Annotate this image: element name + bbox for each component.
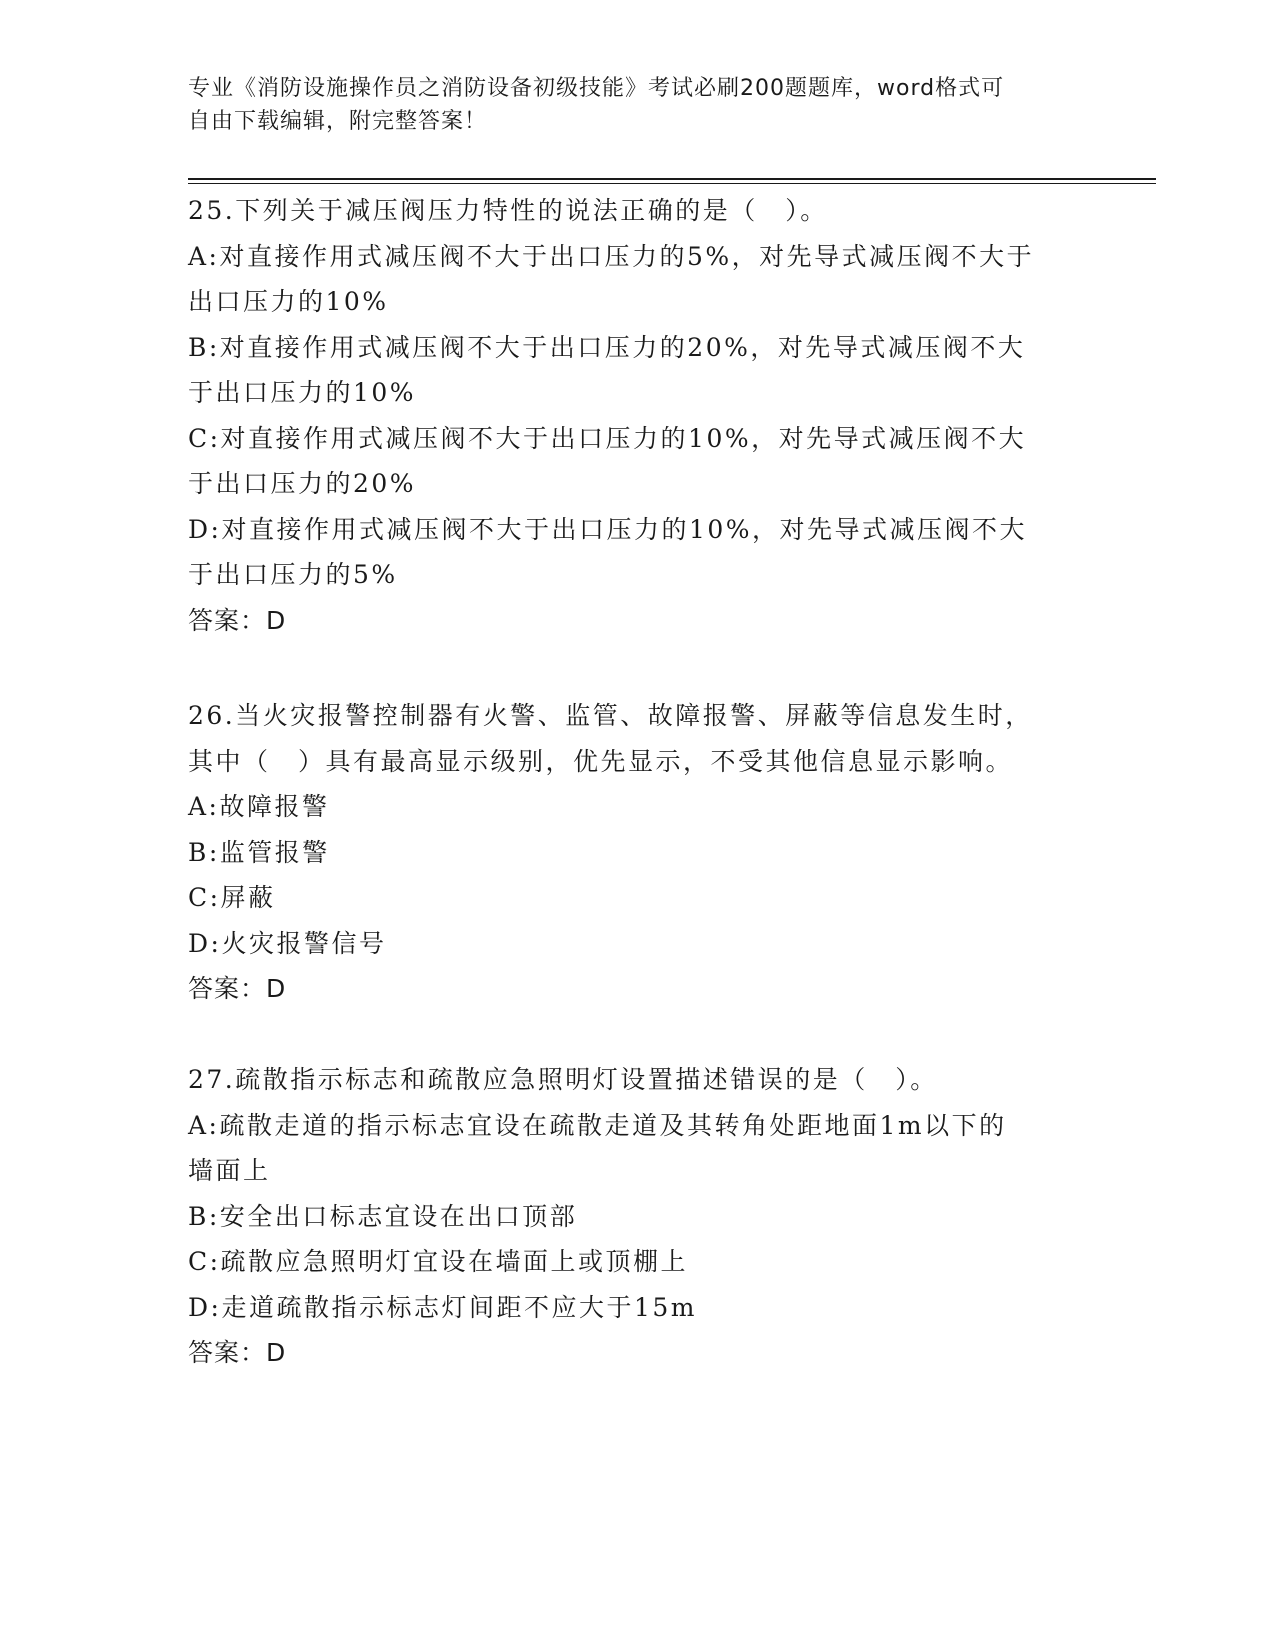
question-stem: 25.下列关于减压阀压力特性的说法正确的是（ ）。: [188, 196, 828, 225]
option-a: A:故障报警: [188, 792, 330, 821]
question-stem: 26.当火灾报警控制器有火警、监管、故障报警、屏蔽等信息发生时，: [188, 701, 1033, 730]
question-27: [188, 1057, 1088, 1376]
option-c: C:屏蔽: [188, 883, 276, 912]
option-a-continued: 出口压力的10%: [188, 287, 389, 316]
header-line: 自由下载编辑，附完整答案！: [188, 109, 488, 134]
question-26: [188, 693, 1088, 1012]
answer-value: D: [266, 605, 287, 635]
header-line: 专业《消防设施操作员之消防设备初级技能》考试必刷200题题库，word格式可: [188, 76, 1005, 101]
answer-label: 答案：: [188, 974, 267, 1003]
header-divider-thick: [188, 178, 1156, 180]
question-stem-continued: 其中（ ）具有最高显示级别，优先显示，不受其他信息显示影响。: [188, 746, 1014, 776]
option-a: A:对直接作用式减压阀不大于出口压力的5%，对先导式减压阀不大于: [188, 241, 1035, 271]
option-d: D:对直接作用式减压阀不大于出口压力的10%，对先导式减压阀不大: [188, 514, 1028, 544]
option-b-continued: 于出口压力的10%: [188, 378, 417, 407]
option-c: C:对直接作用式减压阀不大于出口压力的10%，对先导式减压阀不大: [188, 423, 1027, 453]
document-header: [188, 72, 1068, 138]
option-a: A:疏散走道的指示标志宜设在疏散走道及其转角处距地面1m以下的: [188, 1110, 1007, 1140]
answer-line: [188, 598, 1088, 644]
option-d: D:走道疏散指示标志灯间距不应大于15m: [188, 1292, 697, 1322]
option-d: D:火灾报警信号: [188, 928, 387, 958]
option-b: B:对直接作用式减压阀不大于出口压力的20%，对先导式减压阀不大: [188, 332, 1026, 362]
option-a-continued: 墙面上: [188, 1156, 271, 1185]
option-c: C:疏散应急照明灯宜设在墙面上或顶棚上: [188, 1247, 689, 1276]
question-stem: 27.疏散指示标志和疏散应急照明灯设置描述错误的是（ ）。: [188, 1065, 938, 1094]
answer-label: 答案：: [188, 605, 267, 635]
option-d-continued: 于出口压力的5%: [188, 560, 398, 589]
answer-value: D: [266, 1338, 287, 1367]
option-c-continued: 于出口压力的20%: [188, 469, 417, 498]
option-b: B:监管报警: [188, 837, 330, 867]
option-b: B:安全出口标志宜设在出口顶部: [188, 1201, 578, 1231]
answer-value: D: [266, 974, 287, 1003]
answer-label: 答案：: [188, 1338, 267, 1367]
header-divider-thin: [188, 183, 1156, 184]
answer-line: [188, 966, 1088, 1012]
question-25: [188, 188, 1088, 643]
answer-line: [188, 1330, 1088, 1376]
